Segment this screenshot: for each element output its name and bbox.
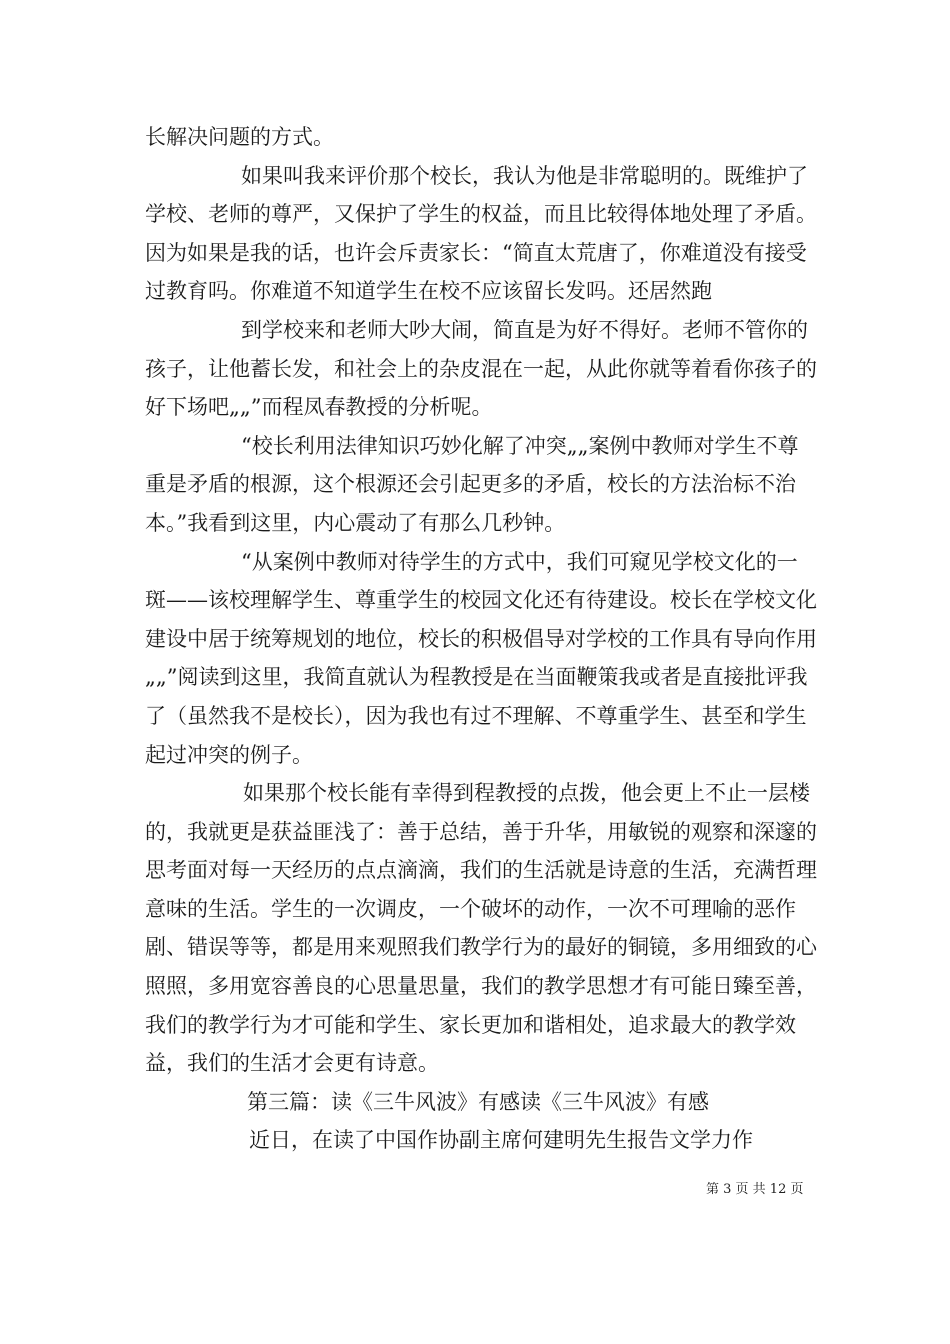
- paragraph-evaluation: 如果叫我来评价那个校长，我认为他是非常聪明的。既维护了学校、老师的尊严，又保护了学生的权益，而且比较得体地处理了矛盾。因为如果是我的话，也许会斥责家长：“简直太荒唐了，你难道没有接受过教育吗。你难道不知道学生在校不应该留长发吗。还居然跑: [145, 163, 817, 304]
- paragraph-intro: 近日，在读了中国作协副主席何建明先生报告文学力作: [249, 1128, 753, 1153]
- paragraph-continuation: 长解决问题的方式。: [145, 125, 334, 149]
- paragraph-quote-culture: “从案例中教师对待学生的方式中，我们可窥见学校文化的一斑——该校理解学生、尊重学生的校园文化还有待建设。校长在学校文化建设中居于统筹规划的地位，校长的积极倡导对学校的工作具有导向作用„„”阅读到这里，我简直就认为程教授是在当面鞭策我或者是直接批评我了（虽然我不是校长），因为我也有过不理解、不尊重学生、甚至和学生起过冲突的例子。: [145, 549, 817, 767]
- document-body: [145, 118, 817, 1160]
- paragraph-reflection: 如果那个校长能有幸得到程教授的点拨，他会更上不止一层楼的，我就更是获益匪浅了：善于总结，善于升华，用敏锐的观察和深邃的思考面对每一天经历的点点滴滴，我们的生活就是诗意的生活，充满哲理意味的生活。学生的一次调皮，一个破坏的动作，一次不可理喻的恶作剧、错误等等，都是用来观照我们教学行为的最好的铜镜，多用细致的心照照，多用宽容善良的心思量思量，我们的教学思想才有可能日臻至善，我们的教学行为才可能和学生、家长更加和谐相处，追求最大的教学效益，我们的生活才会更有诗意。: [145, 781, 817, 1076]
- paragraph-quote-conflict: “校长利用法律知识巧妙化解了冲突„„案例中教师对学生不尊重是矛盾的根源，这个根源还会引起更多的矛盾，校长的方法治标不治本。”我看到这里，内心震动了有那么几秒钟。: [145, 433, 799, 535]
- page-number-footer: 第 3 页 共 12 页: [706, 1182, 804, 1197]
- paragraph-scolding: 到学校来和老师大吵大闹，简直是为好不得好。老师不管你的孩子，让他蓄长发，和社会上的杂皮混在一起，从此你就等着看你孩子的好下场吧„„”而程凤春教授的分析呢。: [145, 317, 817, 420]
- section-heading: 第三篇：读《三牛风波》有感读《三牛风波》有感: [247, 1089, 709, 1114]
